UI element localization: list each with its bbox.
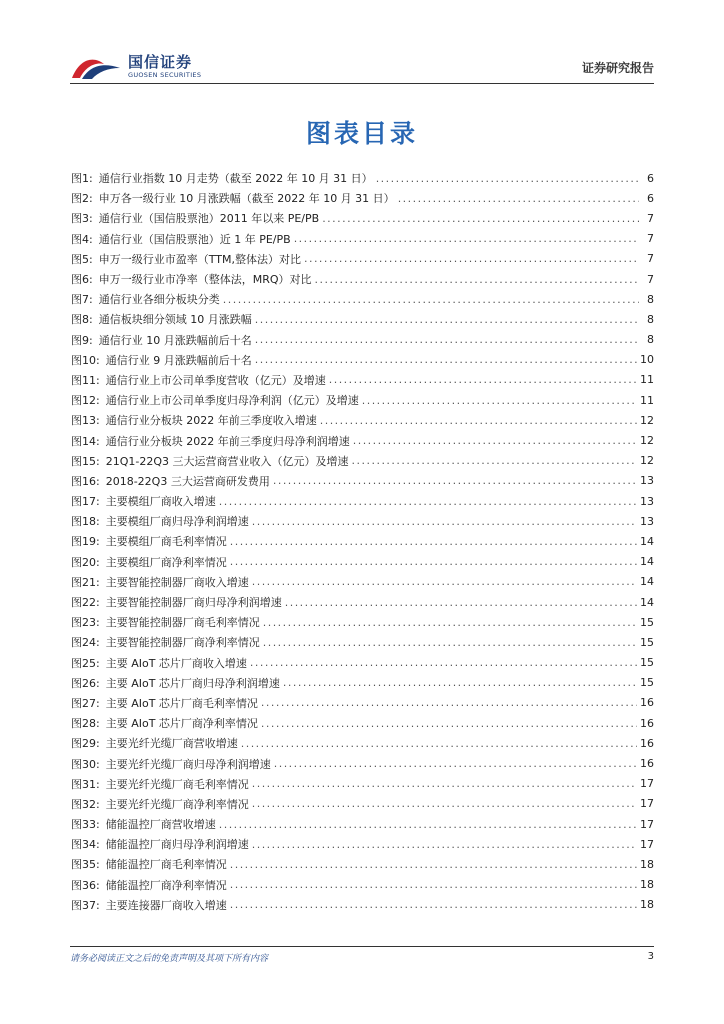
toc-dot-leader [261,696,637,709]
toc-dot-leader [320,414,637,427]
toc-figure-number: 图7: [71,293,93,307]
toc-page-number: 15 [640,656,654,670]
page-header [70,50,654,84]
toc-figure-title: 主要智能控制器厂商归母净利润增速 [105,596,282,610]
toc-page-number: 17 [640,837,654,851]
toc-figure-number: 图32: [71,797,100,811]
toc-page-number: 6 [647,191,654,205]
toc-dot-leader [255,353,637,366]
page-title: 图表目录 [305,119,418,148]
figure-table-of-contents [71,168,654,915]
toc-figure-title: 主要 AIoT 芯片厂商毛利率情况 [105,696,258,710]
toc-dot-leader [322,212,639,225]
toc-dot-leader [252,515,637,528]
page-number: 3 [647,951,654,962]
toc-figure-title: 通信行业上市公司单季度营收（亿元）及增速 [105,373,326,387]
toc-figure-number: 图2: [71,192,93,206]
toc-page-number: 13 [640,474,654,488]
toc-figure-number: 图21: [71,575,100,589]
toc-figure-number: 图37: [71,898,100,912]
toc-dot-leader [230,555,637,568]
toc-dot-leader [294,232,639,245]
toc-entry[interactable] [71,713,654,733]
toc-figure-title: 主要智能控制器厂商收入增速 [105,575,249,589]
toc-figure-number: 图27: [71,696,100,710]
toc-entry[interactable] [71,653,654,673]
toc-page-number: 17 [640,797,654,811]
toc-figure-number: 图36: [71,878,100,892]
toc-page-number: 11 [640,393,654,407]
toc-entry[interactable] [71,330,654,350]
toc-page-number: 14 [640,534,654,548]
header-divider [70,83,654,84]
toc-page-number: 16 [640,736,654,750]
toc-figure-title: 申万一级行业市净率（整体法，MRQ）对比 [98,273,312,287]
toc-dot-leader [353,434,637,447]
toc-figure-number: 图31: [71,777,100,791]
toc-page-number: 14 [640,595,654,609]
toc-figure-number: 图30: [71,757,100,771]
footer-disclaimer: 请务必阅读正文之后的免责声明及其项下所有内容 [70,954,269,964]
toc-figure-title: 通信行业（国信股票池）近 1 年 PE/PB [98,232,291,246]
toc-page-number: 12 [640,434,654,448]
toc-figure-title: 主要光纤光缆厂商归母净利润增速 [105,757,271,771]
toc-page-number: 7 [647,211,654,225]
toc-figure-title: 主要 AIoT 芯片厂商归母净利润增速 [105,676,280,690]
toc-figure-number: 图15: [71,454,100,468]
toc-figure-title: 申万一级行业市盈率（TTM,整体法）对比 [98,252,301,266]
toc-entry[interactable] [71,531,654,551]
toc-figure-title: 2018-22Q3 三大运营商研发费用 [105,474,270,488]
toc-page-number: 8 [647,312,654,326]
toc-entry[interactable] [71,673,654,693]
toc-entry[interactable] [71,430,654,450]
toc-page-number: 17 [640,777,654,791]
toc-entry[interactable] [71,794,654,814]
toc-page-number: 16 [640,757,654,771]
toc-figure-number: 图23: [71,616,100,630]
toc-figure-number: 图24: [71,636,100,650]
toc-figure-title: 主要智能控制器厂商毛利率情况 [105,616,260,630]
toc-page-number: 17 [640,817,654,831]
toc-page-number: 7 [647,272,654,286]
toc-figure-number: 图16: [71,474,100,488]
toc-entry[interactable] [71,834,654,854]
toc-entry[interactable] [71,390,654,410]
logo-chinese-name: 国信证券 [128,53,193,71]
toc-figure-number: 图3: [71,212,93,226]
guosen-logo-icon [70,52,122,82]
toc-dot-leader [255,333,639,346]
report-type-label: 证券研究报告 [581,61,654,75]
toc-figure-title: 主要 AIoT 芯片厂商收入增速 [105,656,247,670]
toc-dot-leader [252,838,637,851]
toc-figure-title: 主要光纤光缆厂商毛利率情况 [105,777,249,791]
toc-figure-title: 通信行业（国信股票池）2011 年以来 PE/PB [98,212,320,226]
toc-entry[interactable] [71,511,654,531]
toc-entry[interactable] [71,309,654,329]
toc-entry[interactable] [71,592,654,612]
toc-page-number: 16 [640,716,654,730]
toc-dot-leader [283,676,637,689]
toc-figure-title: 主要模组厂商收入增速 [105,495,216,509]
toc-page-number: 14 [640,575,654,589]
toc-figure-number: 图18: [71,515,100,529]
toc-dot-leader [398,192,639,205]
toc-entry[interactable] [71,753,654,773]
toc-figure-title: 主要智能控制器厂商净利率情况 [105,636,260,650]
toc-figure-number: 图1: [71,172,93,186]
toc-entry[interactable] [71,208,654,228]
toc-figure-title: 主要连接器厂商收入增速 [105,898,227,912]
toc-figure-number: 图10: [71,353,100,367]
toc-entry[interactable] [71,875,654,895]
toc-dot-leader [230,535,637,548]
toc-figure-title: 通信行业分板块 2022 年前三季度收入增速 [105,414,317,428]
toc-figure-number: 图22: [71,596,100,610]
company-logo [70,50,201,84]
toc-figure-title: 通信行业上市公司单季度归母净利润（亿元）及增速 [105,394,359,408]
toc-page-number: 18 [640,898,654,912]
toc-figure-title: 主要模组厂商归母净利润增速 [105,515,249,529]
toc-figure-number: 图11: [71,373,100,387]
toc-figure-title: 主要光纤光缆厂商营收增速 [105,737,238,751]
toc-figure-title: 通信行业 10 月涨跌幅前后十名 [98,333,252,347]
toc-page-number: 14 [640,555,654,569]
toc-figure-number: 图34: [71,838,100,852]
toc-figure-title: 主要模组厂商净利率情况 [105,555,227,569]
toc-entry[interactable] [71,612,654,632]
toc-entry[interactable] [71,451,654,471]
toc-dot-leader [223,293,639,306]
toc-entry[interactable] [71,370,654,390]
toc-figure-title: 通信行业各细分板块分类 [98,293,220,307]
toc-entry[interactable] [71,289,654,309]
toc-page-number: 10 [640,353,654,367]
toc-page-number: 15 [640,676,654,690]
toc-dot-leader [230,858,637,871]
toc-figure-title: 储能温控厂商净利率情况 [105,878,227,892]
toc-dot-leader [273,474,637,487]
toc-entry[interactable] [71,854,654,874]
toc-figure-number: 图25: [71,656,100,670]
toc-figure-number: 图14: [71,434,100,448]
toc-figure-title: 申万各一级行业 10 月涨跌幅（截至 2022 年 10 月 31 日） [98,192,395,206]
toc-entry[interactable] [71,229,654,249]
toc-dot-leader [263,636,637,649]
toc-figure-number: 图4: [71,232,93,246]
toc-figure-title: 主要模组厂商毛利率情况 [105,535,227,549]
toc-figure-title: 通信行业 9 月涨跌幅前后十名 [105,353,252,367]
toc-dot-leader [304,252,639,265]
toc-dot-leader [329,373,637,386]
toc-page-number: 12 [640,454,654,468]
toc-entry[interactable] [71,491,654,511]
toc-figure-number: 图17: [71,495,100,509]
toc-entry[interactable] [71,350,654,370]
toc-page-number: 8 [647,292,654,306]
toc-page-number: 13 [640,514,654,528]
logo-english-name: GUOSEN SECURITIES [128,71,202,79]
toc-figure-number: 图12: [71,394,100,408]
toc-figure-title: 储能温控厂商归母净利润增速 [105,838,249,852]
toc-page-number: 15 [640,635,654,649]
toc-dot-leader [263,616,637,629]
toc-entry[interactable] [71,471,654,491]
toc-dot-leader [285,596,637,609]
toc-figure-number: 图26: [71,676,100,690]
toc-dot-leader [255,313,639,326]
toc-dot-leader [315,273,639,286]
toc-figure-number: 图5: [71,252,93,266]
toc-figure-title: 通信行业分板块 2022 年前三季度归母净利润增速 [105,434,350,448]
toc-figure-number: 图6: [71,273,93,287]
toc-figure-number: 图29: [71,737,100,751]
toc-entry[interactable] [71,814,654,834]
toc-dot-leader [219,495,637,508]
toc-figure-number: 图20: [71,555,100,569]
toc-entry[interactable] [71,774,654,794]
toc-page-number: 7 [647,252,654,266]
footer-divider [70,946,654,947]
toc-dot-leader [250,656,637,669]
toc-figure-title: 21Q1-22Q3 三大运营商营业收入（亿元）及增速 [105,454,349,468]
toc-dot-leader [362,394,637,407]
toc-figure-number: 图28: [71,717,100,731]
toc-dot-leader [261,717,637,730]
toc-page-number: 15 [640,615,654,629]
toc-figure-title: 储能温控厂商毛利率情况 [105,858,227,872]
toc-dot-leader [252,777,637,790]
toc-figure-number: 图8: [71,313,93,327]
toc-page-number: 18 [640,857,654,871]
toc-dot-leader [241,737,637,750]
toc-entry[interactable] [71,693,654,713]
toc-page-number: 11 [640,373,654,387]
toc-figure-number: 图35: [71,858,100,872]
toc-page-number: 16 [640,696,654,710]
toc-figure-number: 图13: [71,414,100,428]
toc-figure-number: 图9: [71,333,93,347]
toc-figure-title: 通信板块细分领域 10 月涨跌幅 [98,313,252,327]
toc-dot-leader [252,797,637,810]
toc-entry[interactable] [71,410,654,430]
toc-figure-title: 主要光纤光缆厂商净利率情况 [105,797,249,811]
toc-entry[interactable] [71,552,654,572]
toc-figure-number: 图19: [71,535,100,549]
toc-dot-leader [230,898,637,911]
toc-figure-number: 图33: [71,818,100,832]
toc-entry[interactable] [71,269,654,289]
toc-dot-leader [230,878,637,891]
toc-dot-leader [219,818,637,831]
toc-page-number: 7 [647,232,654,246]
toc-entry[interactable] [71,572,654,592]
toc-entry[interactable] [71,188,654,208]
toc-page-number: 18 [640,878,654,892]
toc-entry[interactable] [71,168,654,188]
toc-page-number: 6 [647,171,654,185]
toc-entry[interactable] [71,249,654,269]
toc-figure-title: 通信行业指数 10 月走势（截至 2022 年 10 月 31 日） [98,172,373,186]
toc-dot-leader [274,757,637,770]
toc-page-number: 8 [647,333,654,347]
toc-figure-title: 主要 AIoT 芯片厂商净利率情况 [105,717,258,731]
toc-dot-leader [351,454,637,467]
toc-dot-leader [252,575,637,588]
toc-entry[interactable] [71,733,654,753]
toc-entry[interactable] [71,632,654,652]
toc-page-number: 13 [640,494,654,508]
toc-entry[interactable] [71,895,654,915]
toc-figure-title: 储能温控厂商营收增速 [105,818,216,832]
toc-page-number: 12 [640,413,654,427]
toc-dot-leader [376,172,639,185]
